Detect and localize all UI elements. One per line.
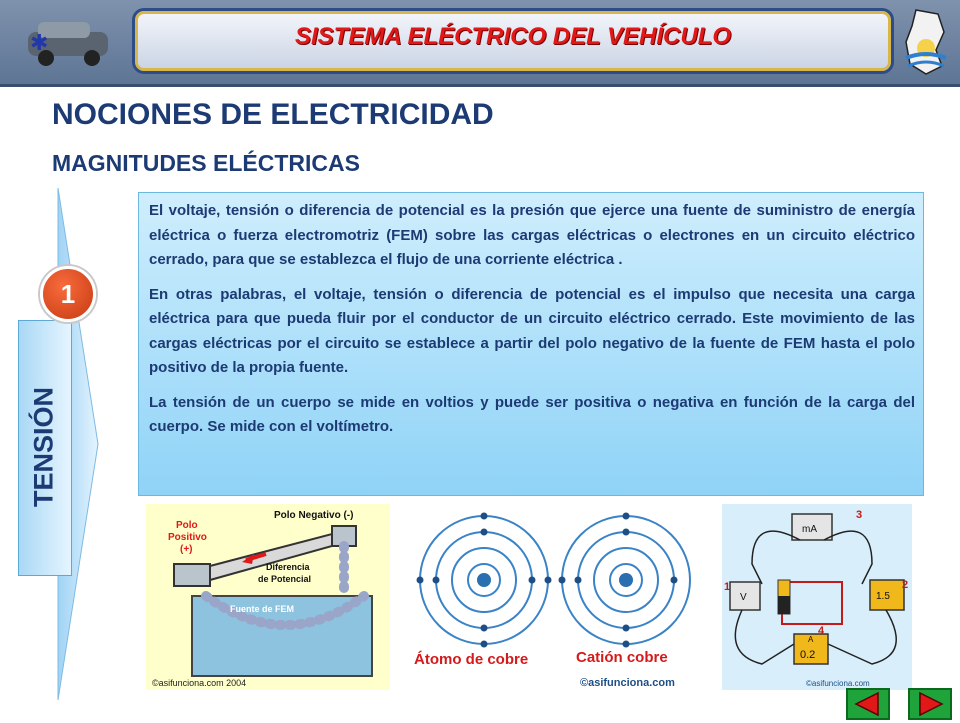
label-diferencia-1: Diferencia [266,562,310,572]
fem-source-illustration [146,504,390,690]
meter-a: A [808,635,814,644]
next-slide-button[interactable] [908,688,952,720]
terminal-4: 4 [818,625,825,637]
meter-reading-2: 0.2 [800,649,816,661]
section-heading: NOCIONES DE ELECTRICIDAD [52,98,494,131]
paragraph-1: El voltaje, tensión o diferencia de potencial es la presión que ejerce una fuente de suministro de energía eléctrica o fuerza electromotriz (FEM) sobre las cargas eléctricas o electrones en un circuito eléctrico cerrado, para que se establezca el flujo de una corriente eléctrica . [149,202,915,268]
measuring-circuit-illustration [722,504,912,690]
terminal-3: 3 [856,509,863,521]
triangle-left-icon [848,690,888,718]
terminal-1: 1 [724,581,731,593]
label-fuente: Fuente de FEM [230,604,295,614]
meter-v: V [740,592,747,603]
text-panel [138,192,924,496]
label-polo-2: Positivo [168,532,207,543]
meter-reading-1: 1.5 [876,591,890,602]
section-subheading: MAGNITUDES ELÉCTRICAS [52,150,360,176]
label-polo-negativo: Polo Negativo (-) [274,510,354,521]
paragraph-3: La tensión de un cuerpo se mide en voltios y puede ser positiva o negativa en función de la carga del cuerpo. Se mide con el voltímetro. [149,393,915,435]
meter-ma: mA [802,524,817,535]
label-atomo: Átomo de cobre [414,651,529,668]
previous-slide-button[interactable] [846,688,890,720]
copper-atom-illustration [404,504,706,690]
label-cation: Catión cobre [576,649,668,666]
vehicle-logo-icon [20,10,116,72]
label-polo-1: Polo [176,520,198,531]
label-polo-3: (+) [180,544,193,555]
tension-label: TENSIÓN [28,386,59,508]
title-box [132,8,894,74]
page-title: SISTEMA ELÉCTRICO DEL VEHÍCULO [294,23,732,50]
label-diferencia-2: de Potencial [258,574,312,584]
paragraph-2: En otras palabras, el voltaje, tensión o diferencia de potencial es el impulso que necesita una carga eléctrica para que pueda fluir por el conductor de un circuito eléctrico cerrado. Este movimiento de las cargas eléctricas por el circuito se establece a partir del polo negativo de la fuente de FEM hasta el polo positivo de la propia fuente. [149,285,915,376]
credit-1: ©asifunciona.com 2004 [152,678,247,688]
step-number-badge: 1 [40,266,96,322]
triangle-right-icon [910,690,950,718]
credit-3: ©asifunciona.com [806,679,870,688]
map-emblem-icon [896,6,956,78]
terminal-2: 2 [902,579,909,591]
credit-2: ©asifunciona.com [580,677,675,689]
header-bar [0,0,960,87]
svg-text:✱: ✱ [30,31,49,56]
